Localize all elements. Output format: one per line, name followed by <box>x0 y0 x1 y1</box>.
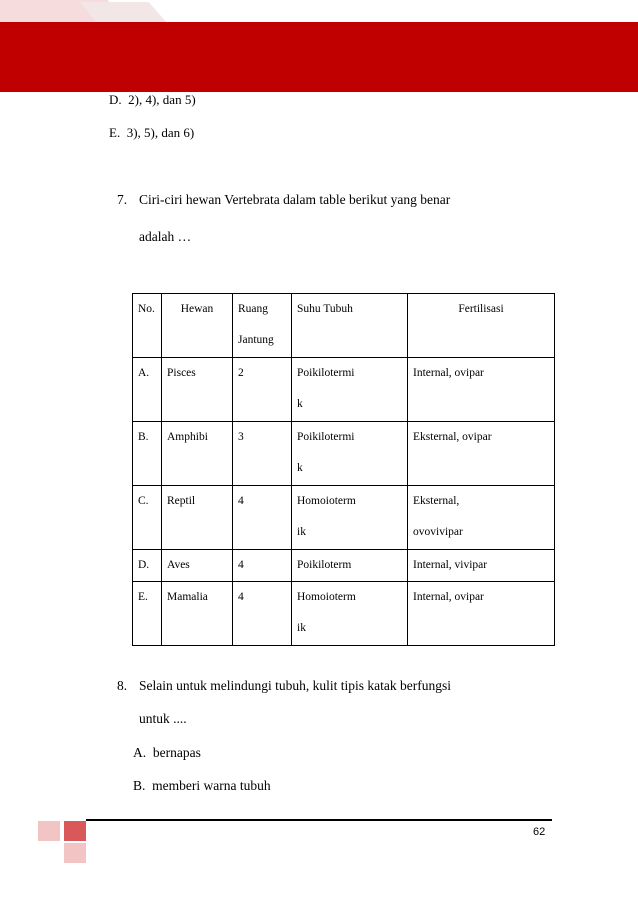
page-header-banner <box>0 0 638 92</box>
footer-square-light <box>38 821 60 841</box>
table-header-row <box>133 294 555 358</box>
header-text: Ruang <box>238 303 269 315</box>
header-cell-no: No. <box>133 294 162 358</box>
option-d <box>109 92 196 108</box>
cell-ruang: 4 <box>233 486 292 550</box>
option-letter: D. <box>109 92 122 107</box>
cell-suhu <box>292 582 408 646</box>
cell-ruang: 2 <box>233 358 292 422</box>
cell-no: B. <box>133 422 162 486</box>
cell-text: ik <box>297 526 306 538</box>
option-e <box>109 125 194 141</box>
option-letter: E. <box>109 125 121 140</box>
question-8 <box>117 678 537 798</box>
answer-option-b <box>133 778 271 794</box>
header-cell-suhu: Suhu Tubuh <box>292 294 408 358</box>
cell-suhu <box>292 422 408 486</box>
cell-text: Poikilotermi <box>297 367 355 379</box>
cell-text: Homoioterm <box>297 591 356 603</box>
header-text: Jantung <box>238 334 274 346</box>
cell-suhu: Poikiloterm <box>292 550 408 582</box>
cell-text: k <box>297 398 303 410</box>
cell-no: D. <box>133 550 162 582</box>
cell-fertilisasi <box>408 486 555 550</box>
header-cell-ruang-jantung <box>233 294 292 358</box>
header-cell-hewan: Hewan <box>162 294 233 358</box>
option-letter: B. <box>133 778 146 793</box>
cell-text: Eksternal, <box>413 495 460 507</box>
option-text: 3), 5), dan 6) <box>126 125 195 140</box>
vertebrata-table <box>132 293 555 646</box>
table-row <box>133 486 555 550</box>
question-text-line: Ciri-ciri hewan Vertebrata dalam table berikut yang benar <box>139 192 451 207</box>
question-7 <box>117 192 537 252</box>
cell-ruang: 3 <box>233 422 292 486</box>
cell-fertilisasi: Internal, ovipar <box>408 582 555 646</box>
option-text: 2), 4), dan 5) <box>128 92 196 107</box>
cell-hewan: Reptil <box>162 486 233 550</box>
header-cell-fertilisasi: Fertilisasi <box>408 294 555 358</box>
cell-no: E. <box>133 582 162 646</box>
header-red-band <box>0 22 638 92</box>
table-row <box>133 550 555 582</box>
question-text-line: untuk .... <box>139 711 187 726</box>
cell-hewan: Mamalia <box>162 582 233 646</box>
cell-no: A. <box>133 358 162 422</box>
table-row <box>133 582 555 646</box>
footer-rule <box>86 819 552 821</box>
cell-fertilisasi: Eksternal, ovipar <box>408 422 555 486</box>
question-number: 8. <box>117 678 128 693</box>
cell-text: ovovivipar <box>413 526 463 538</box>
option-letter: A. <box>133 745 147 760</box>
page-number: 62 <box>533 826 546 838</box>
cell-ruang: 4 <box>233 550 292 582</box>
table-row <box>133 422 555 486</box>
question-text-line: adalah … <box>139 229 192 244</box>
answer-option-a <box>133 745 201 761</box>
cell-hewan: Amphibi <box>162 422 233 486</box>
cell-suhu <box>292 486 408 550</box>
cell-fertilisasi: Internal, vivipar <box>408 550 555 582</box>
option-text: bernapas <box>152 745 201 760</box>
cell-suhu <box>292 358 408 422</box>
question-number: 7. <box>117 192 128 207</box>
cell-text: Poikilotermi <box>297 431 355 443</box>
cell-text: ik <box>297 622 306 634</box>
table-row <box>133 358 555 422</box>
option-text: memberi warna tubuh <box>152 778 271 793</box>
question-text-line: Selain untuk melindungi tubuh, kulit tipis katak berfungsi <box>139 678 451 693</box>
cell-hewan: Pisces <box>162 358 233 422</box>
cell-text: Homoioterm <box>297 495 356 507</box>
cell-hewan: Aves <box>162 550 233 582</box>
cell-no: C. <box>133 486 162 550</box>
cell-text: k <box>297 462 303 474</box>
footer-square-light <box>64 843 86 863</box>
cell-ruang: 4 <box>233 582 292 646</box>
cell-fertilisasi: Internal, ovipar <box>408 358 555 422</box>
footer-square-dark <box>64 821 86 841</box>
